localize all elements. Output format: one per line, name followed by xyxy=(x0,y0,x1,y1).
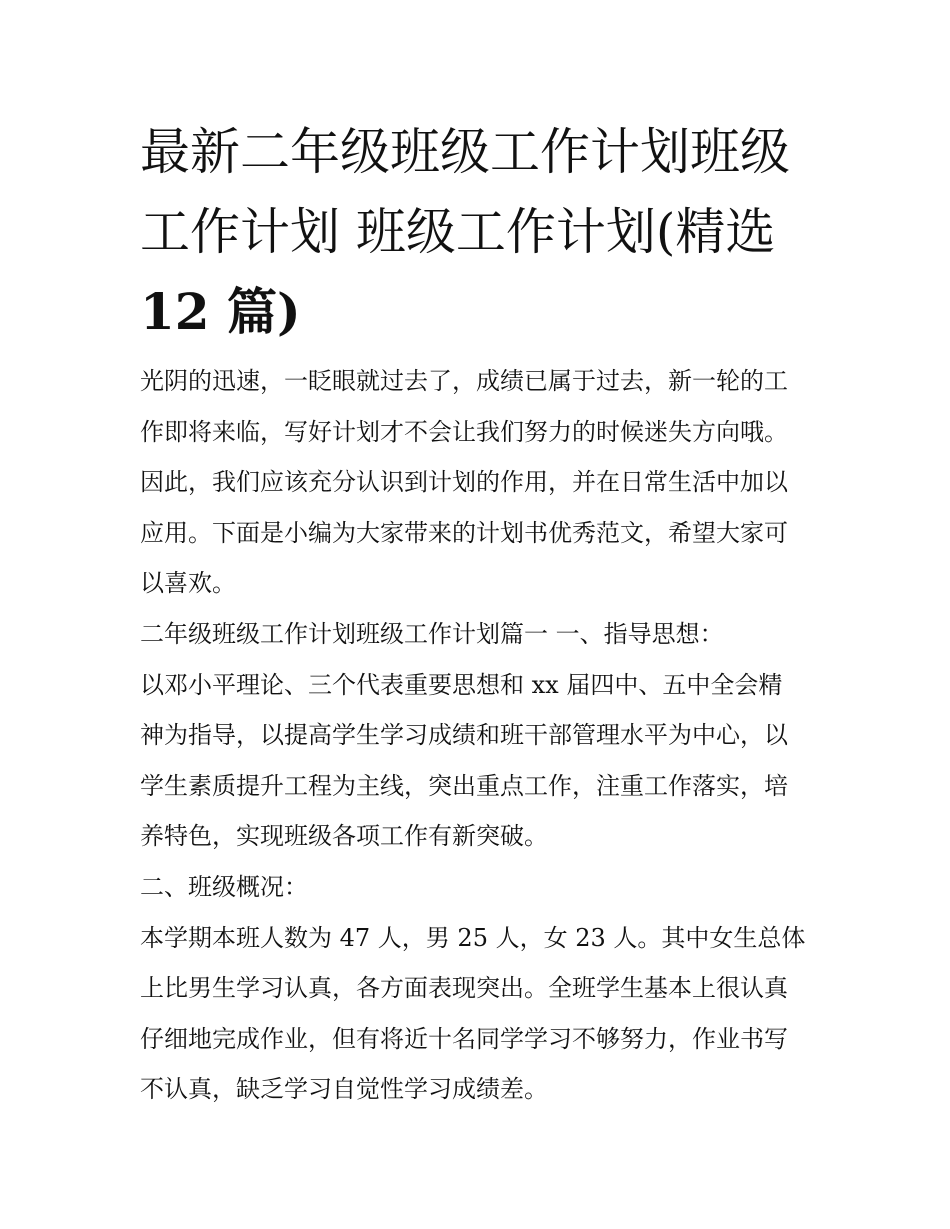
body-line: 作即将来临，写好计划才不会让我们努力的时候迷失方向哦。 xyxy=(140,417,788,446)
section-heading: 二年级班级工作计划班级工作计划篇一 一、指导思想： xyxy=(140,619,724,648)
body-line: 因此，我们应该充分认识到计划的作用，并在日常生活中加以 xyxy=(140,468,788,497)
body-line: 养特色，实现班级各项工作有新突破。 xyxy=(140,822,548,851)
body-line: 以邓小平理论、三个代表重要思想和 xx 届四中、五中全会精 xyxy=(140,670,783,699)
body-line: 上比男生学习认真，各方面表现突出。全班学生基本上很认真 xyxy=(140,974,788,1003)
body-line: 光阴的迅速，一眨眼就过去了，成绩已属于过去，新一轮的工 xyxy=(140,367,788,395)
document-title xyxy=(140,112,820,352)
body-line: 不认真，缺乏学习自觉性学习成绩差。 xyxy=(140,1075,548,1104)
document-body xyxy=(140,356,830,1115)
body-line: 本学期本班人数为 47 人，男 25 人，女 23 人。其中女生总体 xyxy=(140,923,806,952)
body-line: 学生素质提升工程为主线，突出重点工作，注重工作落实，培 xyxy=(140,771,788,800)
body-line: 神为指导，以提高学生学习成绩和班干部管理水平为中心，以 xyxy=(140,721,788,750)
title-line: 12 篇) xyxy=(140,282,301,341)
body-line: 应用。下面是小编为大家带来的计划书优秀范文，希望大家可 xyxy=(140,518,788,547)
title-line: 工作计划 班级工作计划(精选 xyxy=(140,203,776,261)
title-line: 最新二年级班级工作计划班级 xyxy=(140,123,790,181)
section-heading: 二、班级概况： xyxy=(140,872,308,901)
body-line: 仔细地完成作业，但有将近十名同学学习不够努力，作业书写 xyxy=(140,1024,788,1053)
body-line: 以喜欢。 xyxy=(140,569,236,598)
